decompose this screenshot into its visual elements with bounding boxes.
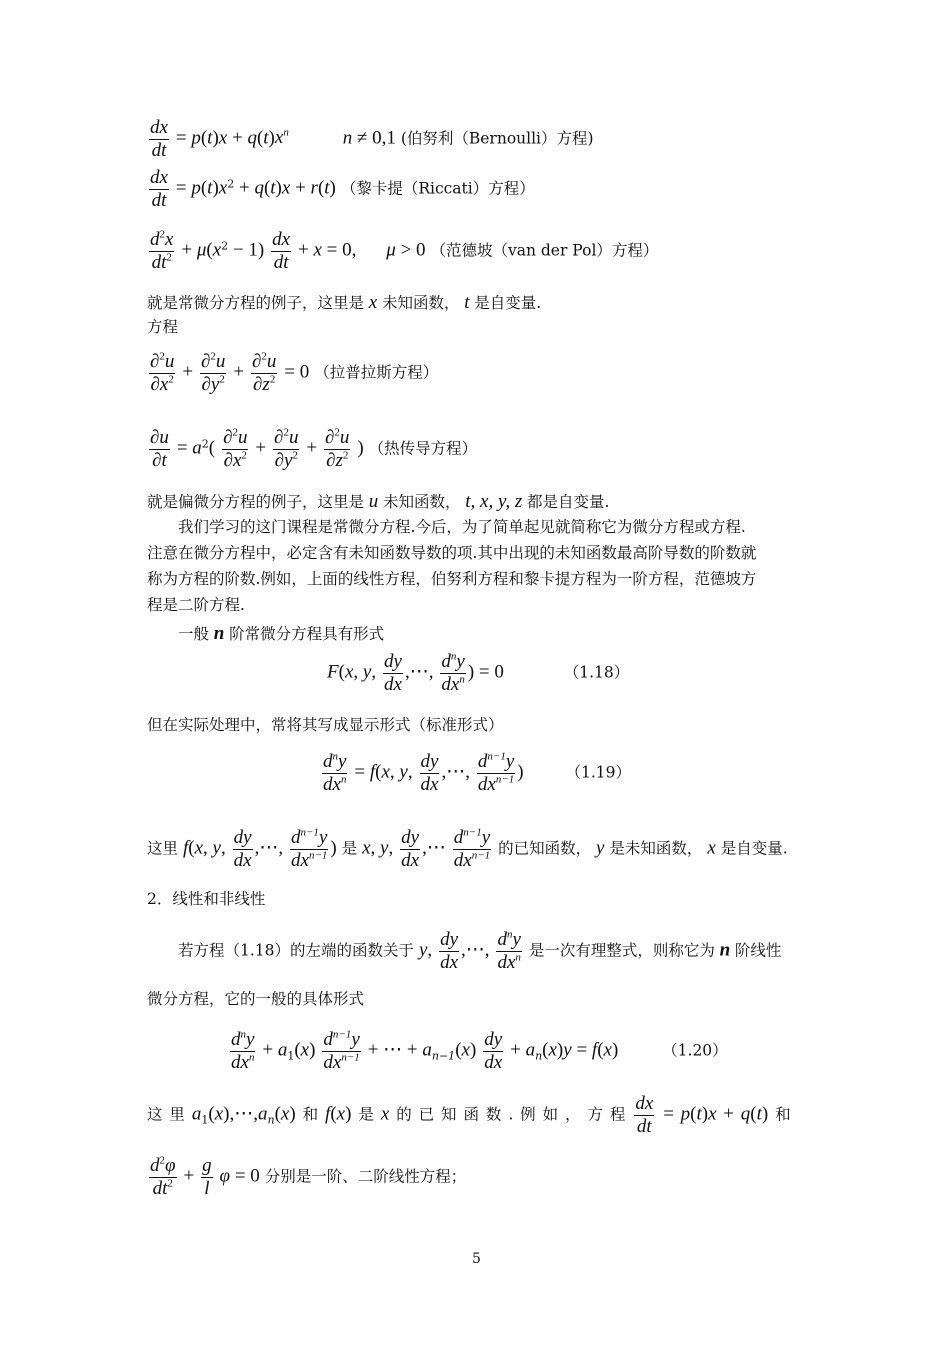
bernoulli-note: (伯努利（Bernoulli）方程) bbox=[400, 129, 594, 148]
equation-1-20: $\frac{d^ny}{dx^n}$ + $a_1(x)$ $\frac{d^{n-1}y}{dx^{n-1}}$ + ⋯ + $a_{n-1}(x)$ $\frac{dy}{dx}$ + $a_n(x)y = f(x)$ （1.20） bbox=[231, 1028, 728, 1073]
equation-bernoulli: $\frac{dx}{dt}$ = $p(t)x + q(t)x^n$ n ≠ 0,1 (伯努利（Bernoulli）方程) bbox=[150, 117, 594, 161]
paragraph-line-4: 程是二阶方程. bbox=[147, 596, 245, 614]
equation-pendulum: $\frac{d^2\varphi}{dt^2}$ + $\frac{g}{l}$ φ = 0 分别是一阶、二阶线性方程； bbox=[150, 1154, 467, 1199]
section-title: 2．线性和非线性 bbox=[147, 890, 266, 908]
equation-vanderpol: $\frac{d^2x}{dt^2}$ + $\mu(x^2 - 1)$ $\frac{dx}{dt}$ + x = 0, μ > 0 （范德坡（van der Pol）方程） bbox=[150, 228, 659, 273]
heat-note: （热传导方程） bbox=[368, 439, 478, 458]
equation-number-1-19: （1.19） bbox=[565, 763, 631, 782]
paragraph-line-3: 称为方程的阶数.例如，上面的线性方程，伯努利方程和黎卡提方程为一阶方程，范德坡方 bbox=[147, 570, 757, 588]
riccati-note: （黎卡提（Riccati）方程） bbox=[340, 179, 535, 198]
equation-number-1-20: （1.20） bbox=[662, 1041, 728, 1060]
text-linear-definition-2: 微分方程，它的一般的具体形式 bbox=[147, 990, 365, 1008]
text-linear-definition: 若方程（1.18）的左端的函数关于 y, $\frac{dy}{dx}$ ,⋯, $\frac{d^ny}{dx^n}$ 是一次有理整式，则称它为 n 阶线性 bbox=[178, 928, 782, 973]
equation-heat: $\frac{\partial u}{\partial t}$ = $a^2$( $\frac{\partial^2u}{\partial x^2}$ + $\frac{\partial^2u}{\partial y^2}$ + $\frac{\partial^2u}{\partial z^2}$ ) （热传导方程） bbox=[150, 426, 478, 471]
page-number: 5 bbox=[472, 1251, 481, 1267]
laplace-note: （拉普拉斯方程） bbox=[314, 363, 439, 382]
equation-1-18: F(x, y, $\frac{dy}{dx}$ ,⋯, $\frac{d^ny}{dx^n}$ ) = 0 （1.18） bbox=[327, 650, 630, 695]
equation-1-19: $\frac{d^ny}{dx^n}$ = f(x, y, $\frac{dy}{dx}$ ,⋯, $\frac{d^{n-1}y}{dx^{n-1}}$ ) （1.19） bbox=[323, 750, 631, 795]
equation-number-1-18: （1.18） bbox=[563, 663, 630, 682]
text-coefficients-known: 这 里 $a_1(x),\cdots,a_n(x)$ 和 f(x) 是 x 的 已 知 函 数 . 例 如 ， 方 程 $\frac{dx}{dt}$ = p(t)x + q(t) 和 bbox=[147, 1093, 791, 1137]
text-here-known-function: 这里 f(x, y, $\frac{dy}{dx}$ ,⋯, $\frac{d^{n-1}y}{dx^{n-1}}$ ) 是 x, y, $\frac{dy}{dx}$ ,⋯ $\frac{d^{n-1}y}{dx^{n-1}}$ 的已知函数， y 是未知函数， x 是自变量. bbox=[147, 826, 788, 871]
paragraph-line-1: 我们学习的这门课程是常微分方程.今后，为了简单起见就简称它为微分方程或方程. bbox=[178, 518, 746, 536]
vanderpol-note: （范德坡（van der Pol）方程） bbox=[430, 241, 659, 260]
text-ode-example: 就是常微分方程的例子，这里是 x 未知函数， t 是自变量. bbox=[147, 292, 542, 313]
text-pde-example: 就是偏微分方程的例子，这里是 u 未知函数， t, x, y, z 都是自变量. bbox=[147, 491, 610, 512]
equation-riccati: $\frac{dx}{dt}$ = $p(t)x^2 + q(t)x + r(t)$ （黎卡提（Riccati）方程） bbox=[150, 167, 535, 211]
equation-laplace: $\frac{\partial^2u}{\partial x^2}$ + $\frac{\partial^2u}{\partial y^2}$ + $\frac{\partial^2u}{\partial z^2}$ = 0 （拉普拉斯方程） bbox=[150, 350, 439, 395]
text-practical: 但在实际处理中，常将其写成显示形式（标准形式） bbox=[147, 716, 504, 734]
paragraph-line-2: 注意在微分方程中，必定含有未知函数导数的项.其中出现的未知函数最高阶导数的阶数就 bbox=[147, 544, 757, 562]
text-fangcheng: 方程 bbox=[147, 318, 179, 336]
text-general-form: 一般 n 阶常微分方程具有形式 bbox=[178, 623, 385, 644]
